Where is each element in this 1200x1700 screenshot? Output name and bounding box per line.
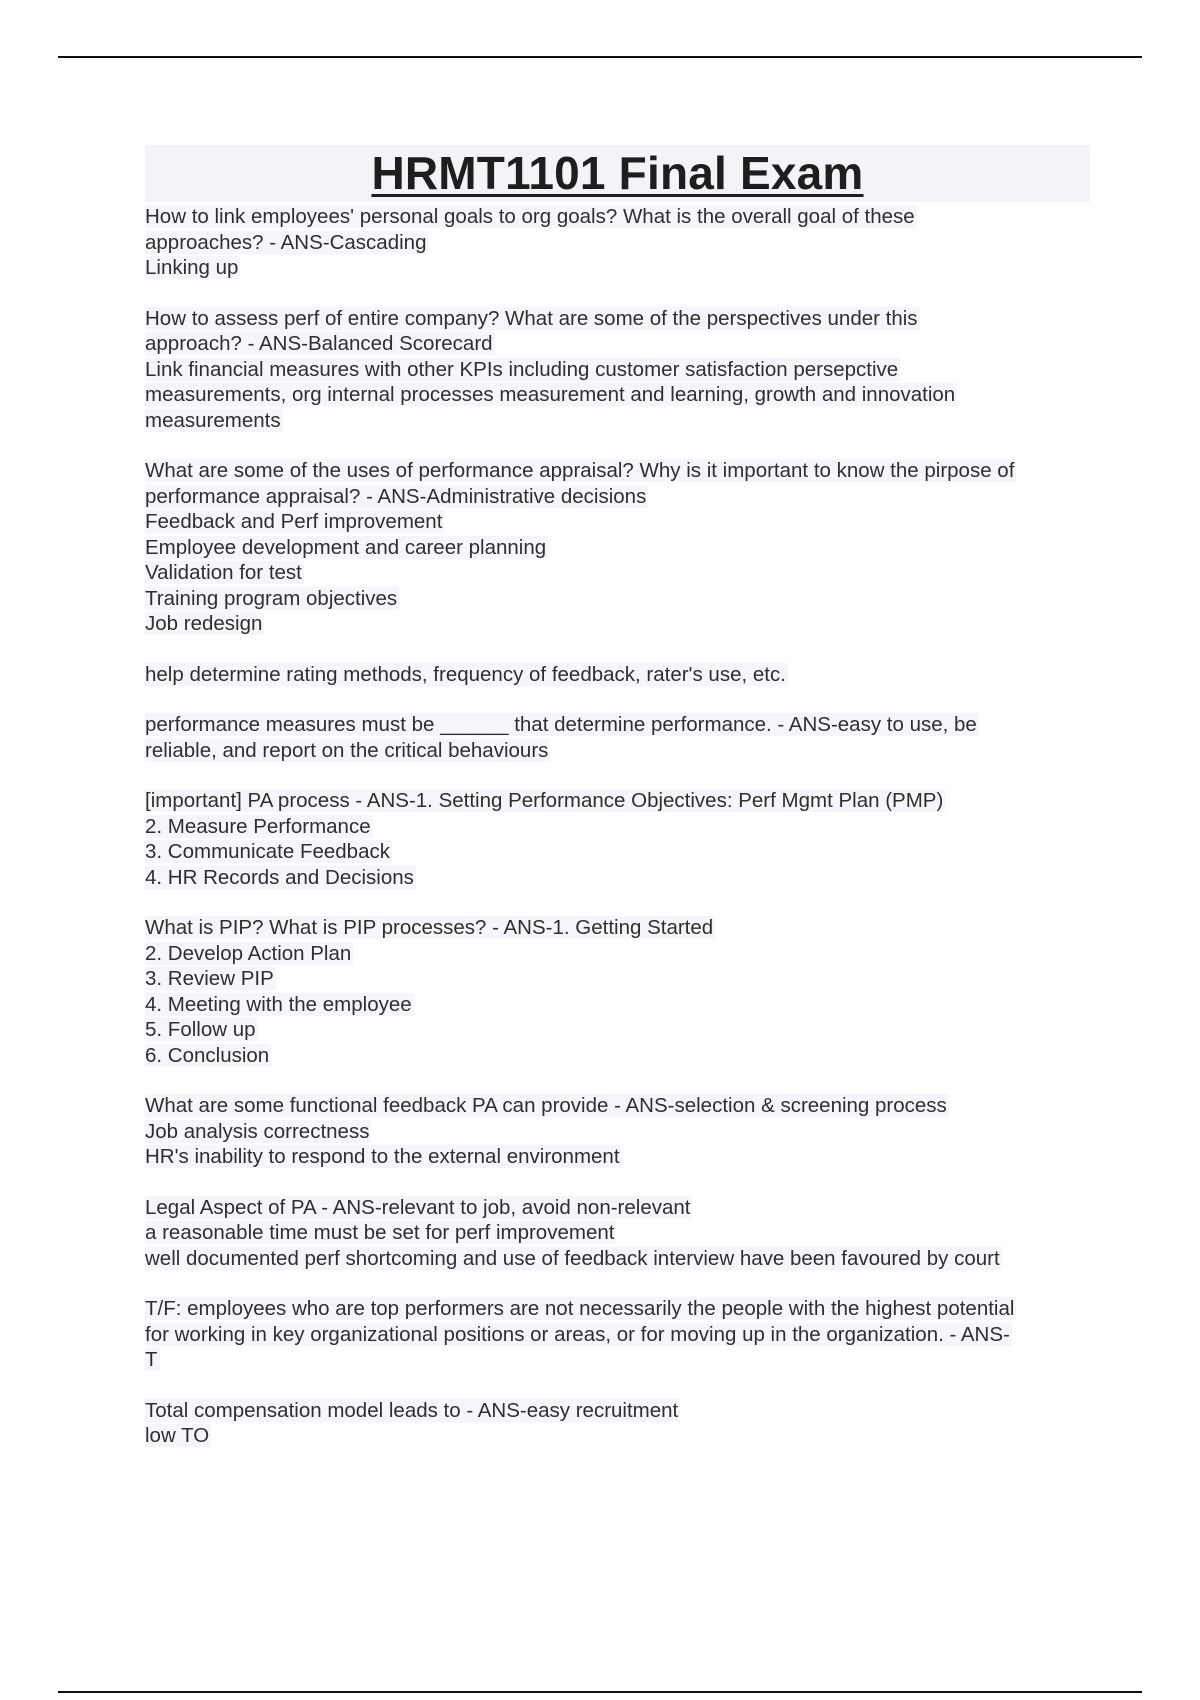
qa-line [145, 382, 1090, 408]
qa-entry [145, 915, 1090, 1068]
qa-line-text: 6. Conclusion [145, 1043, 270, 1067]
qa-line [145, 1119, 1090, 1145]
qa-line-text: performance appraisal? - ANS-Administrative decisions [145, 484, 647, 508]
qa-line [145, 915, 1090, 941]
qa-line [145, 509, 1090, 535]
qa-line-text: well documented perf shortcoming and use of feedback interview have been favoured by court [145, 1246, 1000, 1270]
qa-line-text: How to link employees' personal goals to org goals? What is the overall goal of these [145, 205, 915, 228]
qa-line [145, 408, 1090, 434]
qa-line [145, 1322, 1090, 1348]
qa-line [145, 865, 1090, 891]
qa-line-text: Training program objectives [145, 586, 398, 610]
qa-line [145, 1398, 1090, 1424]
document-body [145, 145, 1090, 1474]
qa-line [145, 1296, 1090, 1322]
qa-line [145, 1220, 1090, 1246]
qa-line-text: Total compensation model leads to - ANS-easy recruitment [145, 1398, 679, 1422]
qa-line-text: 2. Develop Action Plan [145, 941, 352, 965]
qa-line-text: for working in key organizational positions or areas, or for moving up in the organization. - ANS- [145, 1322, 1010, 1346]
qa-line [145, 1043, 1090, 1069]
qa-line-text: HR's inability to respond to the external environment [145, 1145, 620, 1168]
qa-line-text: Link financial measures with other KPIs including customer satisfaction persepctive [145, 357, 899, 381]
qa-line [145, 204, 1090, 230]
qa-line [145, 1144, 1090, 1170]
bottom-rule [58, 1691, 1142, 1693]
qa-line-text: What are some functional feedback PA can provide - ANS-selection & screening process [145, 1094, 947, 1117]
qa-line-text: 3. Communicate Feedback [145, 840, 390, 863]
qa-line-text: What is PIP? What is PIP processes? - ANS-1. Getting Started [145, 916, 714, 939]
qa-line [145, 611, 1090, 637]
qa-line [145, 712, 1090, 738]
qa-entry [145, 458, 1090, 637]
qa-line-text: T/F: employees who are top performers are not necessarily the people with the highest potential [145, 1297, 1015, 1320]
qa-line [145, 535, 1090, 561]
qa-entry [145, 204, 1090, 281]
qa-line [145, 1017, 1090, 1043]
qa-entry [145, 1093, 1090, 1170]
qa-line [145, 1195, 1090, 1221]
qa-line-text: 3. Review PIP [145, 967, 274, 990]
qa-line-text: help determine rating methods, frequency of feedback, rater's use, etc. [145, 662, 786, 686]
qa-line [145, 458, 1090, 484]
qa-line [145, 966, 1090, 992]
qa-line [145, 1347, 1090, 1373]
qa-entry [145, 306, 1090, 434]
qa-line [145, 357, 1090, 383]
qa-line-text: performance measures must be ______ that determine performance. - ANS-easy to use, be [145, 713, 977, 736]
qa-line-text: 4. HR Records and Decisions [145, 865, 414, 889]
qa-line [145, 586, 1090, 612]
qa-line-text: reliable, and report on the critical behaviours [145, 738, 549, 762]
qa-line [145, 788, 1090, 814]
qa-entry [145, 1195, 1090, 1272]
qa-line [145, 839, 1090, 865]
qa-line [145, 484, 1090, 510]
qa-line [145, 255, 1090, 281]
qa-line-text: Feedback and Perf improvement [145, 510, 443, 533]
qa-line [145, 941, 1090, 967]
qa-entry [145, 788, 1090, 890]
qa-line-text: Linking up [145, 256, 239, 279]
qa-line-text: Job redesign [145, 612, 263, 635]
qa-line [145, 992, 1090, 1018]
qa-entries [145, 204, 1090, 1449]
qa-line-text: [important] PA process - ANS-1. Setting Performance Objectives: Perf Mgmt Plan (PMP) [145, 789, 944, 812]
qa-line-text: approaches? - ANS-Cascading [145, 230, 427, 254]
qa-line-text: What are some of the uses of performance appraisal? Why is it important to know the pirpose of [145, 459, 1015, 482]
qa-line-text: measurements [145, 408, 281, 432]
qa-line [145, 306, 1090, 332]
qa-line-text: low TO [145, 1424, 210, 1447]
qa-entry [145, 662, 1090, 688]
qa-line [145, 331, 1090, 357]
qa-line [145, 662, 1090, 688]
qa-line-text: 2. Measure Performance [145, 814, 371, 838]
qa-line [145, 560, 1090, 586]
document-title: HRMT1101 Final Exam [371, 147, 864, 199]
qa-line [145, 738, 1090, 764]
qa-line-text: Validation for test [145, 561, 302, 584]
qa-line [145, 1246, 1090, 1272]
qa-line-text: How to assess perf of entire company? What are some of the perspectives under this [145, 306, 918, 330]
qa-entry [145, 1398, 1090, 1449]
title-band [145, 145, 1090, 202]
top-rule [58, 56, 1142, 58]
qa-line [145, 1093, 1090, 1119]
qa-line-text: a reasonable time must be set for perf improvement [145, 1221, 615, 1244]
qa-line [145, 814, 1090, 840]
qa-entry [145, 712, 1090, 763]
qa-line-text: 5. Follow up [145, 1018, 256, 1041]
qa-line-text: approach? - ANS-Balanced Scorecard [145, 332, 493, 355]
qa-entry [145, 1296, 1090, 1373]
qa-line-text: T [145, 1348, 158, 1371]
qa-line-text: Employee development and career planning [145, 535, 547, 559]
qa-line [145, 230, 1090, 256]
qa-line-text: 4. Meeting with the employee [145, 992, 412, 1016]
qa-line-text: Job analysis correctness [145, 1119, 370, 1143]
qa-line-text: measurements, org internal processes measurement and learning, growth and innovation [145, 383, 956, 406]
qa-line-text: Legal Aspect of PA - ANS-relevant to job, avoid non-relevant [145, 1195, 691, 1219]
qa-line [145, 1423, 1090, 1449]
